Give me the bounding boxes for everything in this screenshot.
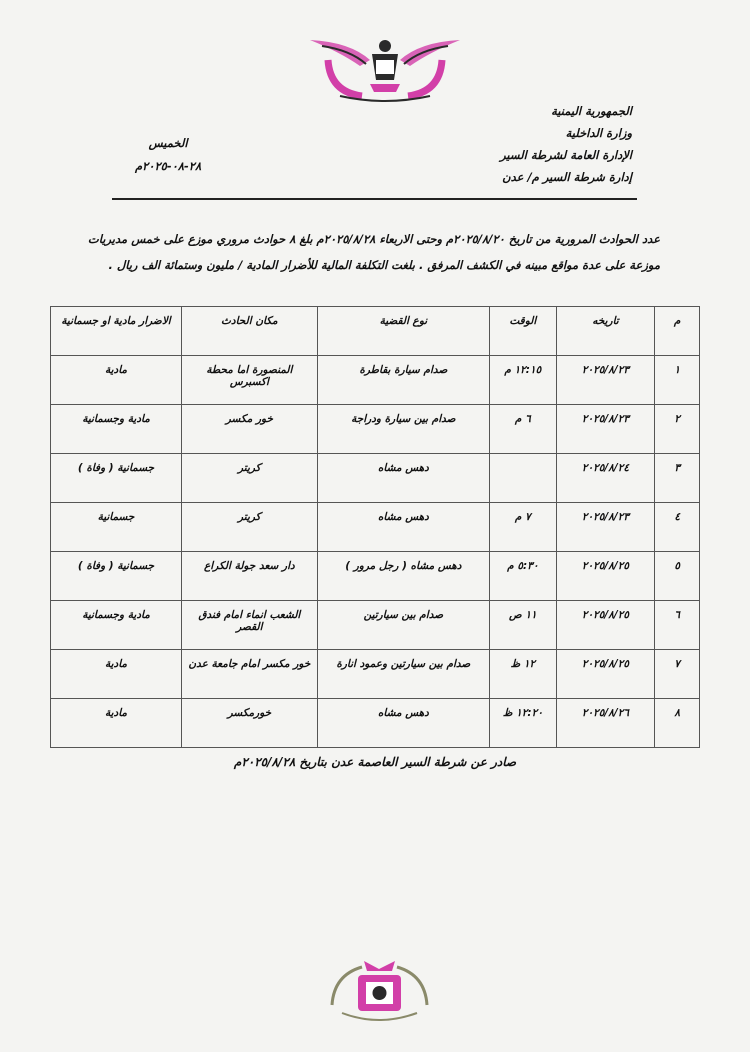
cell-number: ٦ [655, 601, 700, 650]
cell-damage: جسمانية ( وفاة ) [51, 552, 182, 601]
cell-time: ١٢:١٥ م [490, 356, 557, 405]
table-row [51, 552, 700, 601]
cell-date: ٢٠٢٥/٨/٢٣ [556, 405, 655, 454]
cell-damage: مادية [51, 356, 182, 405]
cell-date: ٢٠٢٥/٨/٢٣ [556, 356, 655, 405]
cell-location: كريتر [182, 503, 318, 552]
header-time: الوقت [490, 307, 557, 356]
cell-case-type: دهس مشاه ( رجل مرور ) [317, 552, 489, 601]
cell-location: خور مكسر امام جامعة عدن [182, 650, 318, 699]
cell-case-type: صدام سيارة بقاطرة [317, 356, 489, 405]
cell-damage: مادية وجسمانية [51, 601, 182, 650]
cell-date: ٢٠٢٥/٨/٢٥ [556, 650, 655, 699]
cell-damage: جسمانية ( وفاة ) [51, 454, 182, 503]
cell-number: ١ [655, 356, 700, 405]
header-divider [112, 198, 637, 200]
cell-location: الشعب انماء امام فندق القصر [182, 601, 318, 650]
cell-date: ٢٠٢٥/٨/٢٥ [556, 552, 655, 601]
cell-location: خور مكسر [182, 405, 318, 454]
cell-damage: جسمانية [51, 503, 182, 552]
cell-time: ٧ م [490, 503, 557, 552]
issued-statement: صادر عن شرطة السير العاصمة عدن بتاريخ ٢٠٢٥/٨/٢٨م [233, 755, 517, 769]
cell-date: ٢٠٢٥/٨/٢٥ [556, 601, 655, 650]
cell-case-type: دهس مشاه [317, 454, 489, 503]
header-day: الخميس [148, 136, 188, 150]
cell-time: ٥:٣٠ م [490, 552, 557, 601]
table-row [51, 503, 700, 552]
table-header-row [51, 307, 700, 356]
ministry-header [500, 100, 632, 188]
header-line-aden-office: إدارة شرطة السير م/ عدن [502, 170, 632, 184]
cell-time: ١٢ ظ [490, 650, 557, 699]
intro-paragraph [60, 226, 660, 278]
cell-damage: مادية [51, 650, 182, 699]
header-line-directorate: الإدارة العامة لشرطة السير [500, 148, 632, 162]
header-line-ministry: وزارة الداخلية [565, 126, 632, 140]
cell-number: ٢ [655, 405, 700, 454]
yemen-eagle-emblem-icon [300, 30, 470, 110]
accidents-table [50, 306, 700, 748]
cell-number: ٥ [655, 552, 700, 601]
cell-time: ١١ ص [490, 601, 557, 650]
cell-number: ٨ [655, 699, 700, 748]
cell-time: ٦ م [490, 405, 557, 454]
cell-location: خورمكسر [182, 699, 318, 748]
table-row [51, 650, 700, 699]
cell-date: ٢٠٢٥/٨/٢٦ [556, 699, 655, 748]
table-row [51, 699, 700, 748]
cell-case-type: صدام بين سيارتين وعمود انارة [317, 650, 489, 699]
table-row [51, 405, 700, 454]
cell-date: ٢٠٢٥/٨/٢٤ [556, 454, 655, 503]
cell-time [490, 454, 557, 503]
cell-time: ١٢:٢٠ ظ [490, 699, 557, 748]
cell-location: كريتر [182, 454, 318, 503]
intro-line-1: عدد الحوادث المرورية من تاريخ ٢٠٢٥/٨/٢٠م وحتى الاربعاء ٢٠٢٥/٨/٢٨م بلغ ٨ حوادث مروري موزع على خمس مديريات [87, 232, 660, 246]
header-line-republic: الجمهورية اليمنية [551, 104, 632, 118]
cell-number: ٧ [655, 650, 700, 699]
header-date: ٢٨-٠٨-٢٠٢٥م [135, 159, 202, 173]
cell-location: دار سعد جولة الكراع [182, 552, 318, 601]
intro-line-2: موزعة على عدة مواقع مبينه في الكشف المرفق . بلغت التكلفة المالية للأضرار المادية / مليون وستمائة الف ريال . [108, 258, 660, 272]
cell-damage: مادية [51, 699, 182, 748]
header-location: مكان الحادث [182, 307, 318, 356]
cell-number: ٤ [655, 503, 700, 552]
cell-damage: مادية وجسمانية [51, 405, 182, 454]
cell-number: ٣ [655, 454, 700, 503]
cell-case-type: دهس مشاه [317, 503, 489, 552]
table-row [51, 454, 700, 503]
header-damage: الاضرار مادية او جسمانية [51, 307, 182, 356]
header-number: م [655, 307, 700, 356]
date-block [135, 132, 201, 178]
table-row [51, 601, 700, 650]
header-date: تاريخه [556, 307, 655, 356]
cell-date: ٢٠٢٥/٨/٢٣ [556, 503, 655, 552]
cell-case-type: صدام بين سيارة ودراجة [317, 405, 489, 454]
traffic-police-seal-icon [322, 955, 437, 1035]
cell-location: المنصورة اما محطة اكسبرس [182, 356, 318, 405]
cell-case-type: دهس مشاه [317, 699, 489, 748]
cell-case-type: صدام بين سيارتين [317, 601, 489, 650]
table-row [51, 356, 700, 405]
header-case-type: نوع القضية [317, 307, 489, 356]
